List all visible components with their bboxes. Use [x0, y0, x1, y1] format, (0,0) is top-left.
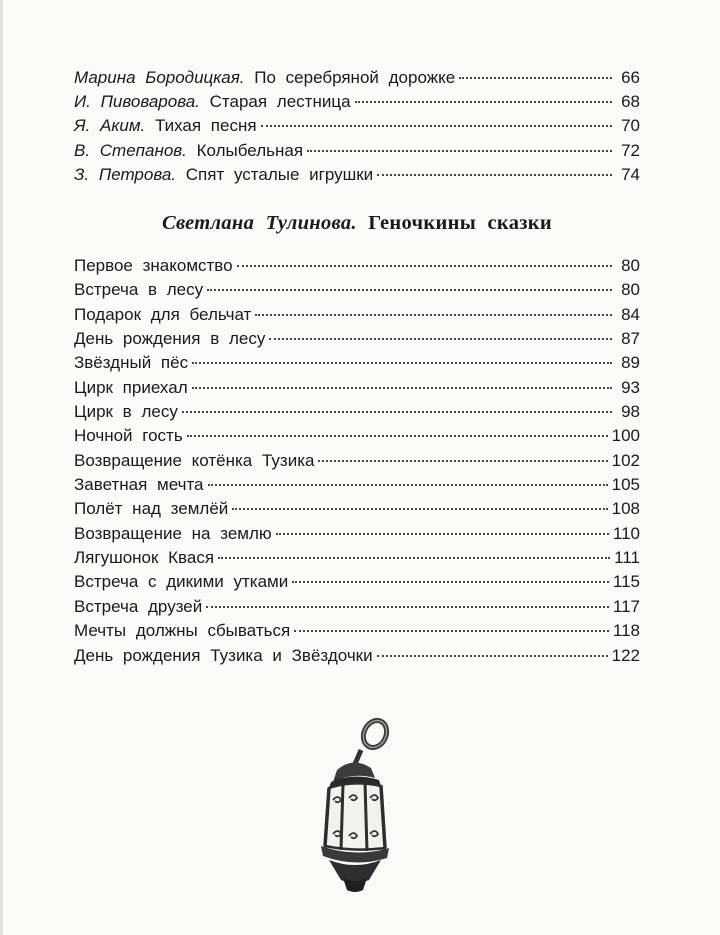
- dot-leader: [255, 314, 612, 316]
- dot-leader: [237, 265, 612, 267]
- entry-title: Встреча друзей: [74, 596, 203, 616]
- dot-leader: [318, 460, 607, 462]
- toc-entry: [74, 473, 640, 497]
- toc-entry: [74, 90, 640, 114]
- entry-title: Встреча с дикими утками: [74, 572, 289, 592]
- entry-title: Лягушонок Квася: [74, 548, 215, 568]
- entry-title: Спят усталые игрушки: [185, 164, 374, 184]
- toc-entry: [74, 424, 640, 448]
- entry-author: В. Степанов.: [74, 140, 187, 160]
- entry-title: Звёздный пёс: [74, 353, 189, 373]
- dot-leader: [307, 150, 612, 152]
- entry-page: 110: [612, 523, 640, 543]
- toc-entry: [74, 254, 640, 278]
- entry-title: Полёт над землёй: [74, 499, 229, 519]
- entry-page: 100: [611, 426, 640, 446]
- dot-leader: [292, 581, 609, 583]
- entry-page: 68: [621, 92, 640, 112]
- entry-page: 70: [621, 116, 640, 136]
- entry-author: Марина Бородицкая.: [74, 68, 245, 87]
- entry-page: 115: [612, 572, 640, 592]
- entry-page: 122: [611, 645, 640, 665]
- entry-page: 72: [621, 140, 640, 160]
- toc-entry: [74, 449, 640, 473]
- toc-entry: [74, 139, 640, 163]
- dot-leader: [187, 435, 608, 437]
- dot-leader: [218, 557, 610, 559]
- dot-leader: [182, 411, 612, 413]
- entry-page: 80: [621, 280, 640, 300]
- toc-entry: [74, 327, 640, 351]
- dot-leader: [276, 533, 609, 535]
- toc-entry: [74, 546, 640, 570]
- toc-main-list: [74, 254, 640, 668]
- dot-leader: [459, 77, 612, 79]
- toc-entry: [74, 351, 640, 375]
- section-author: Светлана Тулинова.: [162, 212, 357, 234]
- entry-page: 74: [621, 164, 640, 184]
- dot-leader: [294, 630, 609, 632]
- entry-title: По серебряной дорожке: [254, 68, 456, 87]
- entry-page: 117: [612, 596, 640, 616]
- toc-top-list: [74, 66, 640, 187]
- toc-entry: [74, 619, 640, 643]
- dot-leader: [355, 101, 612, 103]
- entry-page: 111: [614, 548, 640, 568]
- entry-title: Старая лестница: [209, 92, 351, 112]
- dot-leader: [377, 655, 608, 657]
- entry-title: Первое знакомство: [74, 256, 233, 275]
- section-heading: [74, 212, 640, 235]
- toc-entry: [74, 644, 640, 668]
- entry-page: 80: [621, 256, 640, 275]
- dot-leader: [206, 606, 609, 608]
- toc-entry: [74, 303, 640, 327]
- toc-entry: [74, 570, 640, 594]
- toc-entry: [74, 66, 640, 90]
- toc-entry: [74, 497, 640, 521]
- toc-entry: [74, 400, 640, 424]
- entry-page: 108: [611, 499, 640, 519]
- entry-page: 89: [621, 353, 640, 373]
- toc-entry: [74, 595, 640, 619]
- entry-title: Возвращение котёнка Тузика: [74, 450, 315, 470]
- entry-title: Колыбельная: [196, 140, 304, 160]
- entry-title: Тихая песня: [154, 116, 257, 136]
- entry-title: Заветная мечта: [74, 475, 204, 495]
- dot-leader: [232, 508, 607, 510]
- section-title: Геночкины сказки: [368, 212, 552, 234]
- dot-leader: [261, 125, 612, 127]
- dot-leader: [269, 338, 612, 340]
- entry-title: Ночной гость: [74, 426, 183, 446]
- entry-title: День рождения Тузика и Звёздочки: [74, 645, 373, 665]
- entry-title: Мечты должны сбываться: [74, 621, 291, 641]
- toc-entry: [74, 114, 640, 138]
- entry-title: Возвращение на землю: [74, 523, 272, 543]
- dot-leader: [192, 362, 612, 364]
- entry-page: 102: [611, 450, 640, 470]
- entry-title: Цирк в лесу: [74, 402, 178, 422]
- lantern-icon: [303, 712, 403, 902]
- dot-leader: [192, 387, 612, 389]
- entry-title: Цирк приехал: [74, 377, 188, 397]
- entry-title: День рождения в лесу: [74, 329, 266, 349]
- entry-author: Я. Аким.: [74, 116, 146, 136]
- entry-title: Подарок для бельчат: [74, 304, 252, 324]
- entry-title: Встреча в лесу: [74, 280, 204, 300]
- entry-page: 84: [621, 304, 640, 324]
- entry-page: 93: [621, 377, 640, 397]
- entry-page: 98: [621, 402, 640, 422]
- entry-page: 118: [612, 621, 640, 641]
- dot-leader: [207, 289, 612, 291]
- entry-author: И. Пивоварова.: [74, 92, 200, 112]
- toc-entry: [74, 376, 640, 400]
- toc-entry: [74, 522, 640, 546]
- dot-leader: [377, 174, 612, 176]
- entry-page: 87: [621, 329, 640, 349]
- dot-leader: [208, 484, 608, 486]
- entry-page: 105: [611, 475, 640, 495]
- entry-author: З. Петрова.: [74, 164, 177, 184]
- entry-page: 66: [621, 68, 640, 87]
- toc-entry: [74, 163, 640, 187]
- toc-entry: [74, 278, 640, 302]
